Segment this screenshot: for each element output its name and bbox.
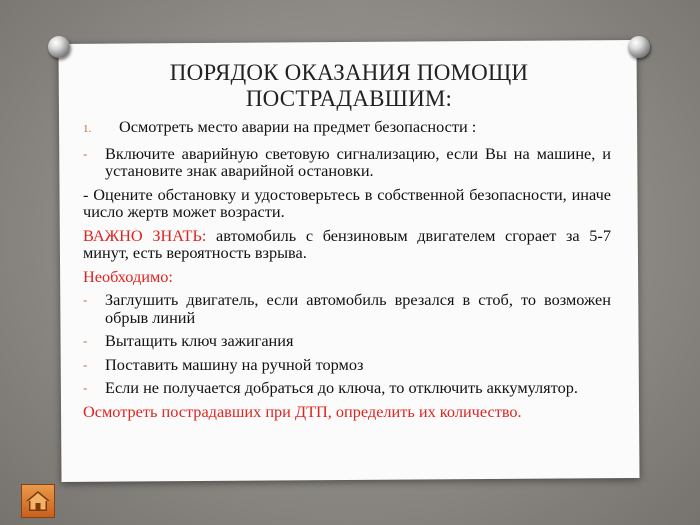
warning-label: ВАЖНО ЗНАТЬ: [83, 225, 207, 245]
necessary-label: Необходимо: [83, 266, 173, 286]
bullet-marker: - [83, 292, 88, 307]
title-line-1: ПОРЯДОК ОКАЗАНИЯ ПОМОЩИ [169, 60, 529, 85]
warning-text: автомобиль с бензиновым двигателем сгорает за 5-7 минут, есть вероятность взрыва. [83, 225, 611, 262]
slide-content [83, 118, 611, 426]
bullet-marker: - [83, 333, 88, 348]
list-item-text: Поставить машину на ручной тормоз [105, 354, 364, 374]
list-item-text: Если не получается добраться до ключа, то отключить аккумулятор. [105, 378, 578, 397]
home-button[interactable] [21, 484, 55, 518]
list-number: 1. [83, 123, 92, 135]
bullet-marker: - [83, 356, 88, 372]
push-pin-icon [48, 36, 70, 58]
list-item-text: Заглушить двигатель, если автомобиль врезался в стоб, то возможен обрыв линий [105, 290, 611, 327]
list-item-text: Осмотреть место аварии на предмет безопасности : [119, 117, 477, 136]
slide-title [60, 60, 638, 112]
bullet-marker: - [83, 380, 88, 395]
paragraph: - Оцените обстановку и удостоверьтесь в собственной безопасности, иначе число жертв может возрасти. [83, 184, 611, 221]
list-item [83, 332, 611, 350]
title-line-2: ПОСТРАДАВШИМ: [245, 86, 453, 111]
warning-paragraph [83, 227, 611, 262]
home-icon [25, 489, 51, 513]
list-item-text: Включите аварийную световую сигнализацию, если Вы на машине, и установите знак аварийной остановки. [105, 143, 611, 180]
list-item [83, 145, 611, 180]
list-item-text: Вытащить ключ зажигания [105, 331, 294, 350]
list-item [83, 356, 611, 374]
list-item [83, 379, 611, 397]
list-item [83, 118, 611, 139]
bullet-marker: - [83, 145, 88, 161]
list-item [83, 291, 611, 326]
push-pin-icon [628, 36, 650, 58]
final-paragraph: Осмотреть пострадавших при ДТП, определить их количество. [83, 401, 522, 421]
